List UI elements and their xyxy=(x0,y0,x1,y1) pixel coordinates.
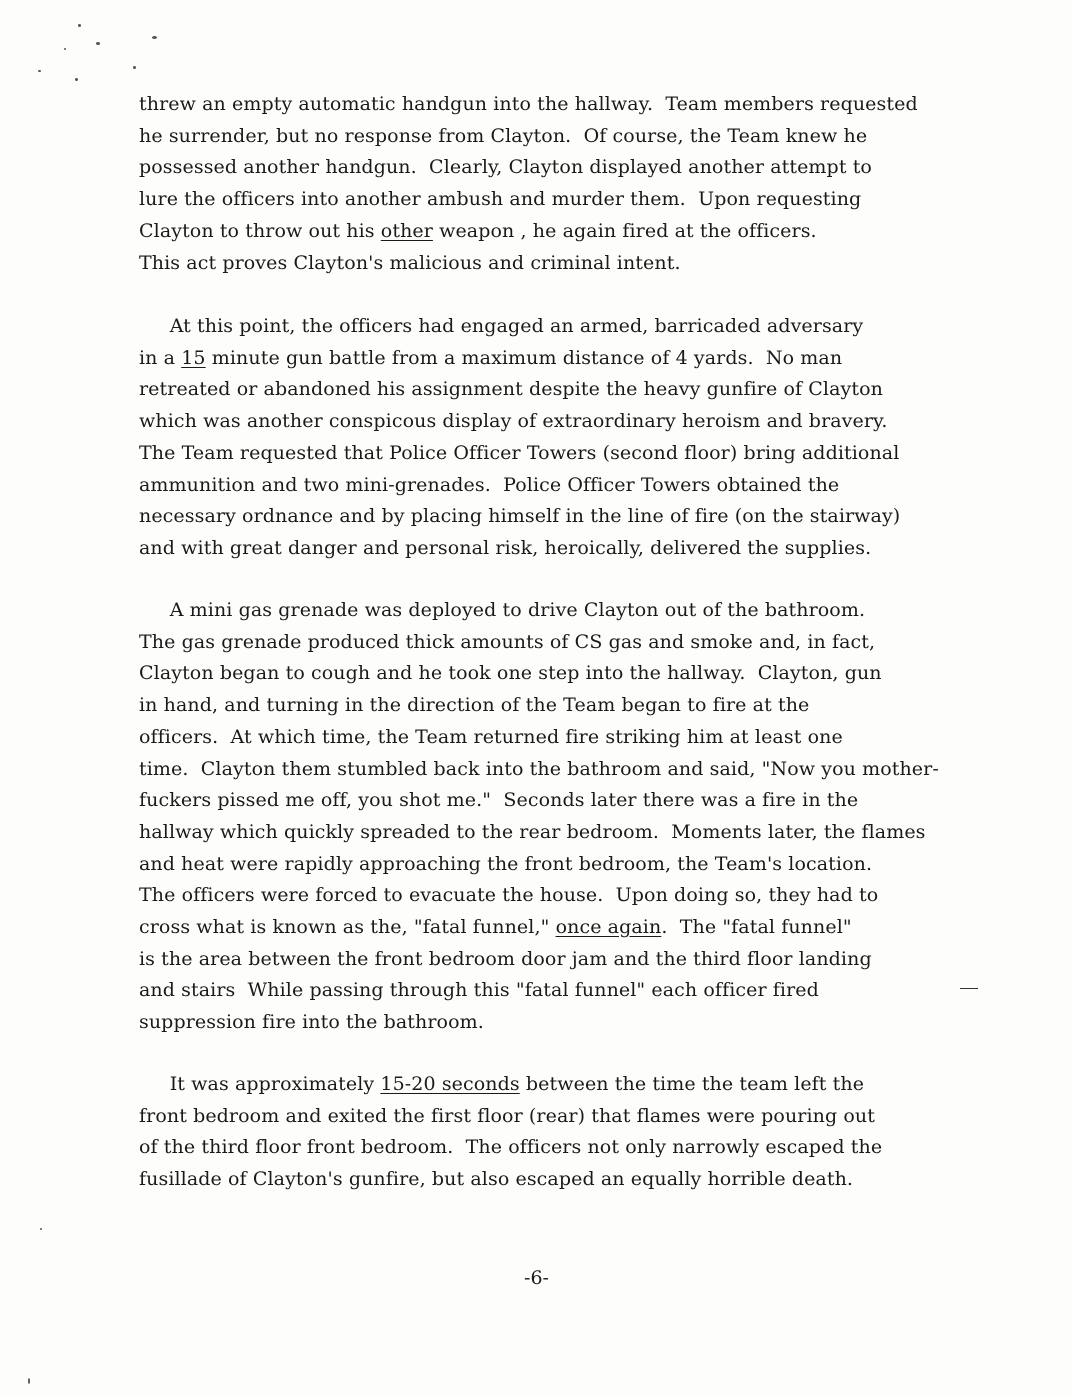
text-line xyxy=(139,532,999,564)
text-segment: Clayton to throw out his xyxy=(139,219,381,242)
text-line xyxy=(139,500,999,532)
text-line xyxy=(139,310,999,342)
text-line xyxy=(139,215,999,247)
text-line xyxy=(139,1068,999,1100)
scan-speck xyxy=(28,1378,30,1384)
text-segment: he surrender, but no response from Clayton. Of course, the Team knew he xyxy=(139,124,868,147)
text-segment: is the area between the front bedroom door jam and the third floor landing xyxy=(139,947,872,970)
text-segment: suppression fire into the bathroom. xyxy=(139,1011,484,1034)
text-segment: possessed another handgun. Clearly, Clayton displayed another attempt to xyxy=(139,156,872,179)
underlined-text: other xyxy=(380,219,433,242)
text-segment: officers. At which time, the Team returned fire striking him at least one xyxy=(139,725,843,748)
text-segment: fusillade of Clayton's gunfire, but also escaped an equally horrible death. xyxy=(139,1168,854,1191)
scan-speck xyxy=(133,66,136,69)
text-segment: Clayton began to cough and he took one step into the hallway. Clayton, gun xyxy=(139,662,882,685)
text-line xyxy=(139,247,999,279)
text-line xyxy=(139,816,999,848)
text-segment: and heat were rapidly approaching the front bedroom, the Team's location. xyxy=(139,852,873,875)
text-line xyxy=(139,373,999,405)
text-segment: between the time the team left the xyxy=(519,1073,865,1095)
scan-speck xyxy=(96,42,100,45)
text-segment: fuckers pissed me off, you shot me." Seconds later there was a fire in the xyxy=(139,789,859,812)
text-segment: weapon , he again fired at the officers. xyxy=(432,219,817,242)
page-number: -6- xyxy=(524,1267,549,1289)
text-line xyxy=(139,594,999,626)
scan-speck xyxy=(78,24,81,27)
text-line xyxy=(139,784,999,816)
text-segment: . The "fatal funnel" xyxy=(661,916,852,938)
text-segment: A mini gas grenade was deployed to drive Clayton out of the bathroom. xyxy=(139,599,866,621)
text-line xyxy=(139,753,999,785)
text-line xyxy=(139,911,999,943)
text-line xyxy=(139,469,999,501)
text-segment: which was another conspicous display of extraordinary heroism and bravery. xyxy=(139,410,888,433)
text-segment: cross what is known as the, "fatal funnel," xyxy=(139,916,556,938)
text-segment: minute gun battle from a maximum distance of 4 yards. No man xyxy=(205,346,843,369)
text-segment: This act proves Clayton's malicious and criminal intent. xyxy=(139,251,681,274)
text-line xyxy=(139,120,999,152)
text-line xyxy=(139,626,999,658)
text-line xyxy=(139,1006,999,1038)
text-segment: in a xyxy=(139,346,182,369)
text-line xyxy=(139,879,999,911)
text-line xyxy=(139,657,999,689)
underlined-text: 15-20 seconds xyxy=(380,1073,520,1095)
margin-mark xyxy=(960,988,978,989)
text-segment: front bedroom and exited the first floor (rear) that flames were pouring out xyxy=(139,1104,876,1127)
text-segment: The gas grenade produced thick amounts of CS gas and smoke and, in fact, xyxy=(139,630,876,653)
text-segment: The officers were forced to evacuate the house. Upon doing so, they had to xyxy=(139,884,879,907)
scan-speck xyxy=(152,36,157,39)
text-line xyxy=(139,943,999,975)
text-segment: in hand, and turning in the direction of the Team began to fire at the xyxy=(139,694,810,717)
text-line xyxy=(139,1131,999,1163)
scan-speck xyxy=(75,78,78,81)
text-line xyxy=(139,342,999,374)
text-segment: and stairs While passing through this "fatal funnel" each officer fired xyxy=(139,979,819,1002)
text-line xyxy=(139,848,999,880)
text-segment: At this point, the officers had engaged an armed, barricaded adversary xyxy=(139,315,864,337)
text-line xyxy=(139,1163,999,1195)
text-line xyxy=(139,437,999,469)
text-line xyxy=(139,405,999,437)
text-segment: time. Clayton them stumbled back into the bathroom and said, "Now you mother- xyxy=(139,757,939,780)
text-line xyxy=(139,183,999,215)
text-segment: hallway which quickly spreaded to the rear bedroom. Moments later, the flames xyxy=(139,820,926,843)
underlined-text: 15 xyxy=(181,346,206,369)
scan-speck xyxy=(64,48,66,50)
text-line xyxy=(139,974,999,1006)
text-segment: necessary ordnance and by placing himself in the line of fire (on the stairway) xyxy=(139,505,901,528)
text-line xyxy=(139,689,999,721)
underlined-text: once again xyxy=(555,916,662,938)
text-segment: The Team requested that Police Officer Towers (second floor) bring additional xyxy=(139,441,900,464)
text-segment: lure the officers into another ambush and murder them. Upon requesting xyxy=(139,188,862,211)
scan-speck xyxy=(40,1228,42,1230)
text-segment: of the third floor front bedroom. The officers not only narrowly escaped the xyxy=(139,1136,883,1159)
text-line xyxy=(139,1100,999,1132)
text-line xyxy=(139,88,999,120)
text-line xyxy=(139,721,999,753)
text-segment: threw an empty automatic handgun into the hallway. Team members requested xyxy=(139,93,918,115)
text-segment: It was approximately xyxy=(139,1073,381,1095)
text-line xyxy=(139,151,999,183)
text-segment: and with great danger and personal risk, heroically, delivered the supplies. xyxy=(139,536,872,559)
scan-speck xyxy=(38,70,41,72)
text-segment: ammunition and two mini-grenades. Police Officer Towers obtained the xyxy=(139,473,840,496)
text-segment: retreated or abandoned his assignment despite the heavy gunfire of Clayton xyxy=(139,378,883,401)
